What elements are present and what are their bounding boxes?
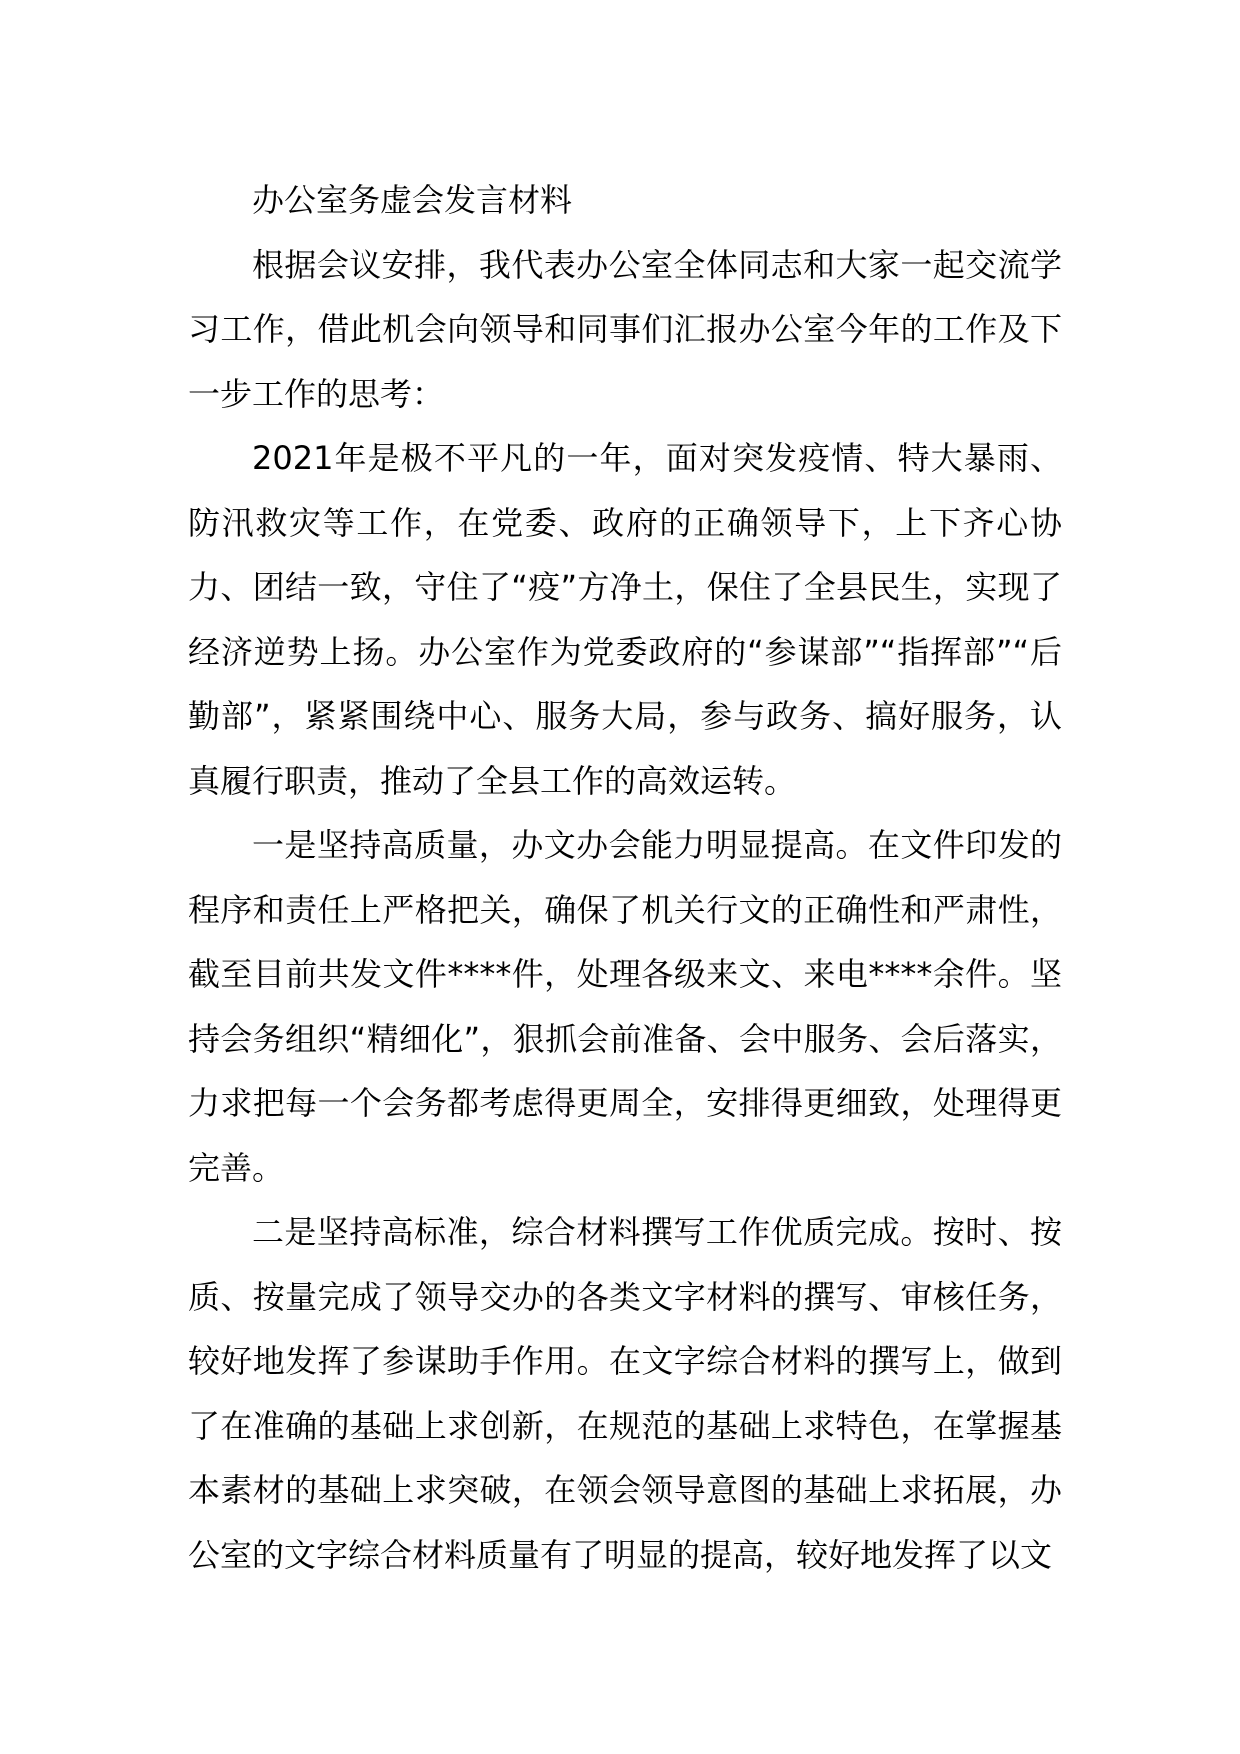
paragraph-point-one: 一是坚持高质量，办文办会能力明显提高。在文件印发的程序和责任上严格把关，确保了机关行文的正确性和严肃性，截至目前共发文件****件，处理各级来文、来电****余件。坚持会务组织“精细化”，狠抓会前准备、会中服务、会后落实，力求把每一个会务都考虑得更周全，安排得更细致，处理得更完善。 xyxy=(188,826,1062,1187)
document-title: 办公室务虚会发言材料 xyxy=(252,181,573,219)
paragraph-year-review: 2021年是极不平凡的一年，面对突发疫情、特大暴雨、防汛救灾等工作，在党委、政府的正确领导下，上下齐心协力、团结一致，守住了“疫”方净土，保住了全县民生，实现了经济逆势上扬。办公室作为党委政府的“参谋部”“指挥部”“后勤部”，紧紧围绕中心、服务大局，参与政务、搞好服务，认真履行职责，推动了全县工作的高效运转。 xyxy=(188,439,1062,800)
document-body xyxy=(188,168,1062,1587)
paragraph-intro: 根据会议安排，我代表办公室全体同志和大家一起交流学习工作，借此机会向领导和同事们汇报办公室今年的工作及下一步工作的思考： xyxy=(188,245,1062,413)
paragraph-point-two: 二是坚持高标准，综合材料撰写工作优质完成。按时、按质、按量完成了领导交办的各类文字材料的撰写、审核任务，较好地发挥了参谋助手作用。在文字综合材料的撰写上，做到了在准确的基础上求创新，在规范的基础上求特色，在掌握基本素材的基础上求突破，在领会领导意图的基础上求拓展，办公室的文字综合材料质量有了明显的提高，较好地发挥了以文 xyxy=(188,1213,1062,1574)
